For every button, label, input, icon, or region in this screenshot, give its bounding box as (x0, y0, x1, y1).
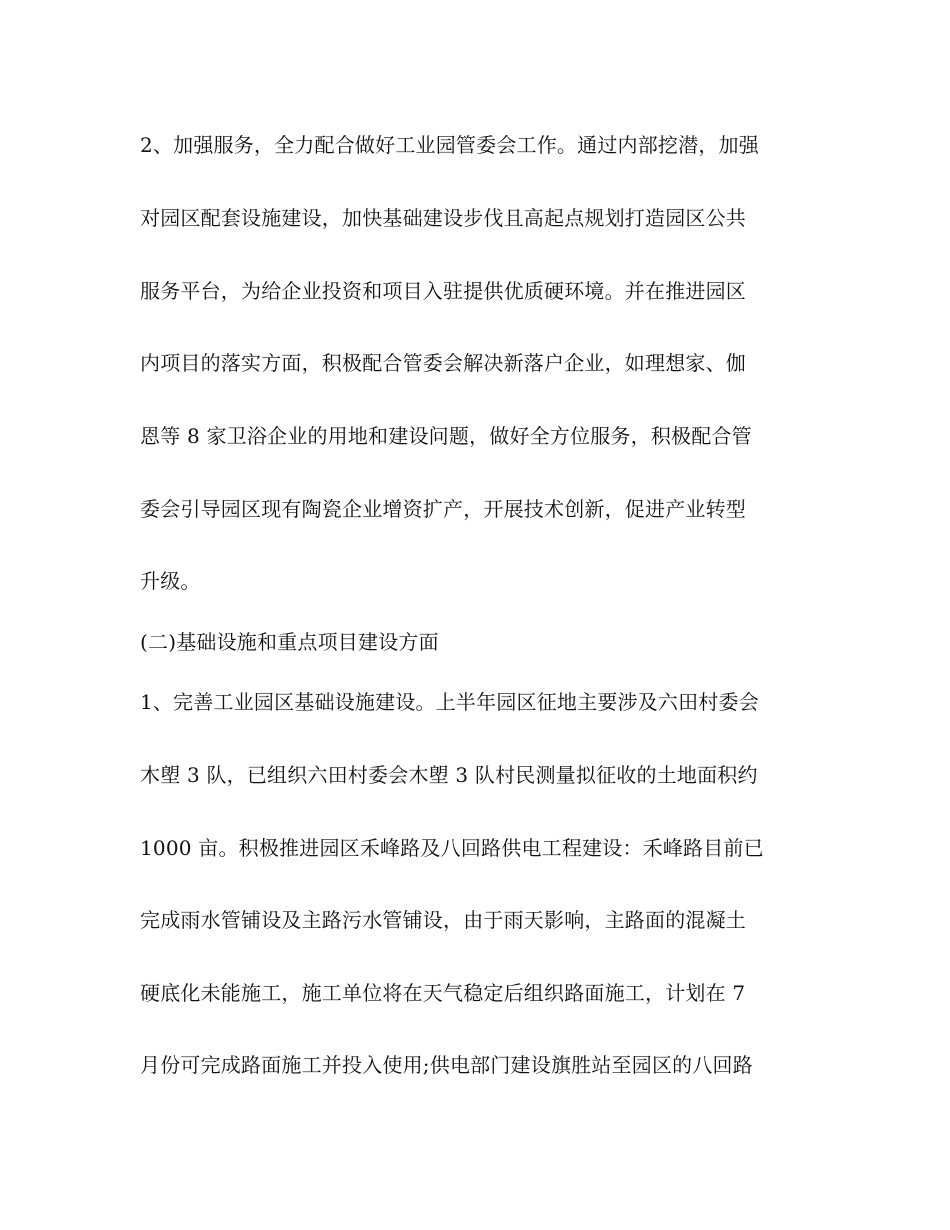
text-line: 对园区配套设施建设，加快基础建设步伐且高起点规划打造园区公共 (140, 206, 746, 230)
text-line: 月份可完成路面施工并投入使用;供电部门建设旗胜站至园区的八回路 (140, 1053, 753, 1077)
text-line: 内项目的落实方面，积极配合管委会解决新落户企业，如理想家、伽 (140, 351, 746, 375)
text-line: 升级。 (140, 569, 201, 593)
text-line: 硬底化未能施工，施工单位将在天气稳定后组织路面施工，计划在 7 (140, 981, 746, 1005)
text-line: 木塱 3 队，已组织六田村委会木塱 3 队村民测量拟征收的土地面积约 (140, 763, 758, 787)
text-line: 服务平台，为给企业投资和项目入驻提供优质硬环境。并在推进园区 (140, 279, 746, 303)
text-line: 委会引导园区现有陶瓷企业增资扩产，开展技术创新，促进产业转型 (140, 497, 746, 521)
text-line: 完成雨水管铺设及主路污水管铺设，由于雨天影响，主路面的混凝土 (140, 908, 746, 932)
text-line: 1、完善工业园区基础设施建设。上半年园区征地主要涉及六田村委会 (140, 690, 759, 714)
section-heading: (二)基础设施和重点项目建设方面 (140, 630, 439, 654)
text-line: 恩等 8 家卫浴企业的用地和建设问题，做好全方位服务，积极配合管 (140, 424, 752, 448)
text-line: 1000 亩。积极推进园区禾峰路及八回路供电工程建设：禾峰路目前已 (140, 836, 764, 860)
text-line: 2、加强服务，全力配合做好工业园管委会工作。通过内部挖潜，加强 (140, 133, 759, 157)
